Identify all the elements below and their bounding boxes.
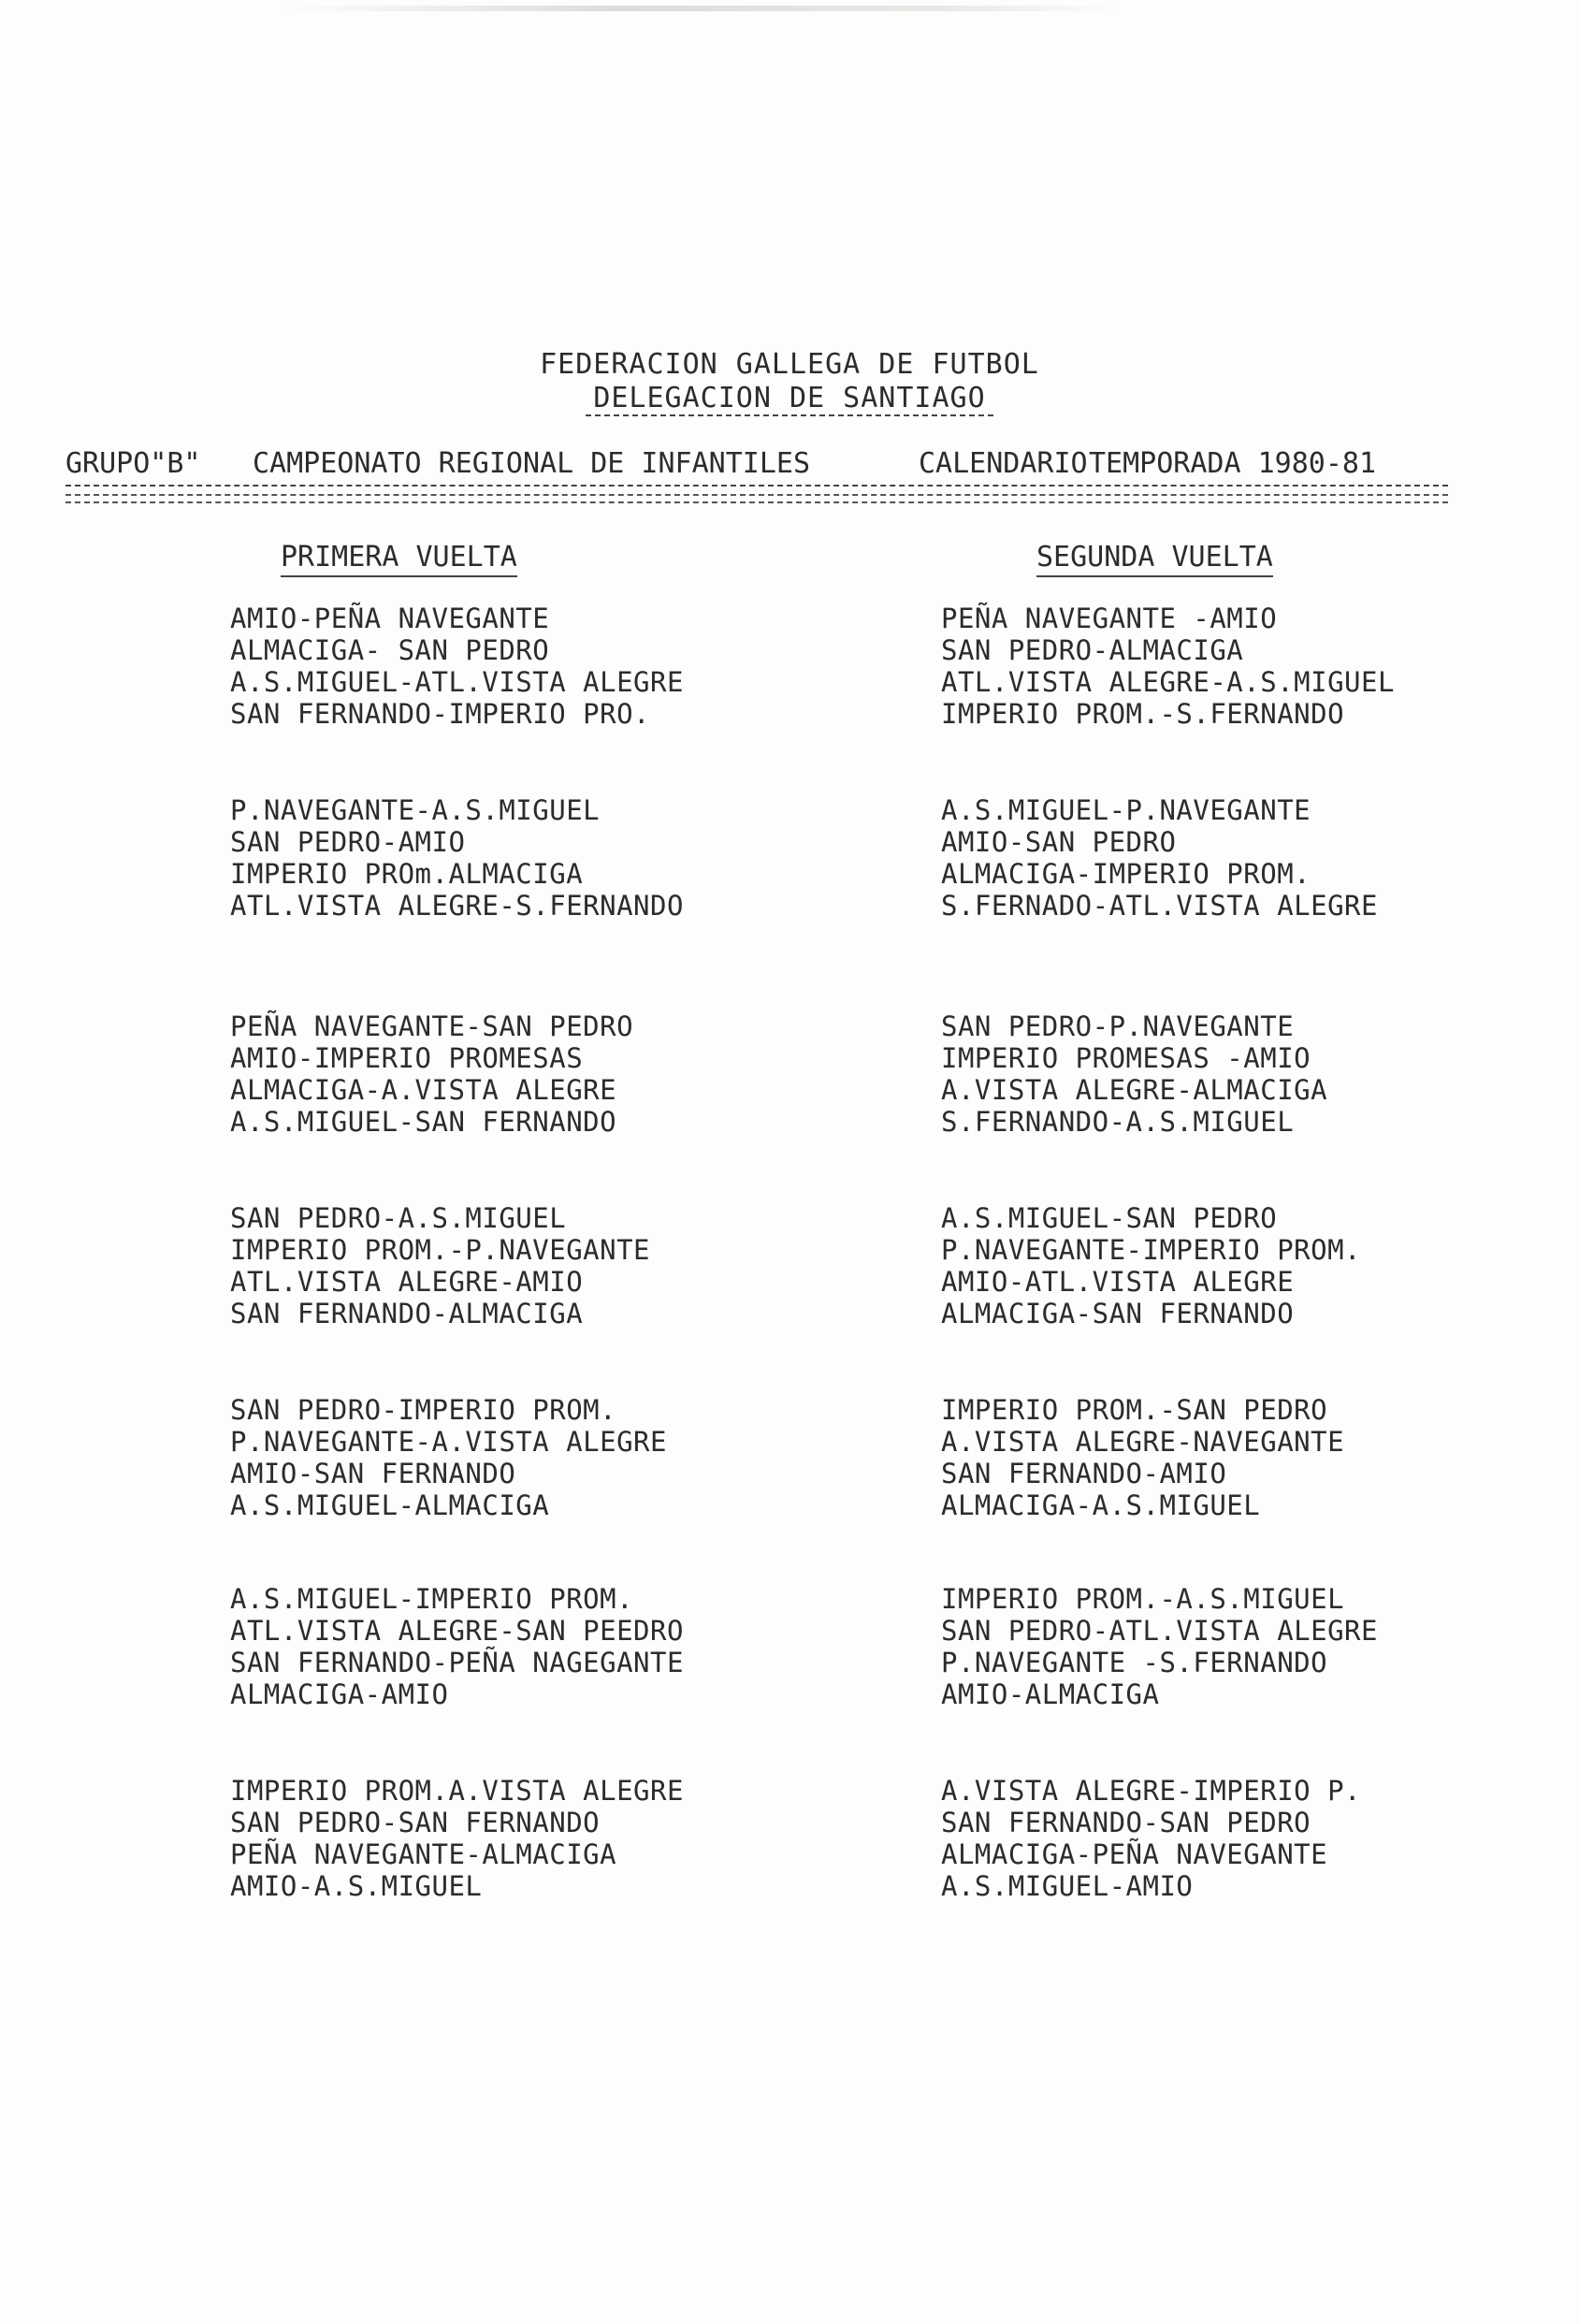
matchday-3-second-leg	[941, 1010, 1521, 1138]
fixture: P.NAVEGANTE-IMPERIO PROM.	[941, 1234, 1361, 1266]
fixture: SAN FERNANDO-PEÑA NAGEGANTE	[230, 1647, 684, 1678]
delegation-subtitle	[0, 382, 1579, 414]
first-round-heading: PRIMERA VUELTA	[281, 541, 517, 577]
fixture: ATL.VISTA ALEGRE-SAN PEEDRO	[230, 1615, 684, 1647]
fixture: A.S.MIGUEL-SAN PEDRO	[941, 1202, 1278, 1234]
fixture: ATL.VISTA ALEGRE-S.FERNANDO	[230, 890, 684, 922]
matchday-3-first-leg	[230, 1010, 810, 1138]
fixture: PEÑA NAVEGANTE-SAN PEDRO	[230, 1010, 634, 1042]
fixture: PEÑA NAVEGANTE -AMIO	[941, 603, 1278, 634]
matchday-4-second-leg	[941, 1202, 1521, 1329]
fixture: A.VISTA ALEGRE-ALMACIGA	[941, 1074, 1328, 1106]
fixture: SAN FERNANDO-IMPERIO PRO.	[230, 698, 650, 730]
fixture: ALMACIGA-A.VISTA ALEGRE	[230, 1074, 617, 1106]
fixture: ALMACIGA-IMPERIO PROM.	[941, 858, 1311, 890]
fixture: AMIO-A.S.MIGUEL	[230, 1870, 483, 1902]
fixture: IMPERIO PROM.-A.S.MIGUEL	[941, 1583, 1345, 1615]
fixture: ALMACIGA-AMIO	[230, 1678, 449, 1710]
matchday-1-first-leg	[230, 603, 810, 730]
fixture: ALMACIGA-A.S.MIGUEL	[941, 1489, 1261, 1521]
fixture: A.VISTA ALEGRE-IMPERIO P.	[941, 1775, 1361, 1807]
fixture: A.S.MIGUEL-P.NAVEGANTE	[941, 794, 1311, 826]
fixture: IMPERIO PROM.A.VISTA ALEGRE	[230, 1775, 684, 1807]
fixture: SAN PEDRO-IMPERIO PROM.	[230, 1394, 617, 1426]
title-row	[65, 447, 1448, 487]
matchday-2-first-leg	[230, 794, 810, 922]
fixture: ALMACIGA-SAN FERNANDO	[941, 1298, 1295, 1329]
fixture: SAN FERNANDO-SAN PEDRO	[941, 1807, 1311, 1838]
fixture: AMIO-ALMACIGA	[941, 1678, 1160, 1710]
fixture: IMPERIO PROM.-SAN PEDRO	[941, 1394, 1328, 1426]
fixture: SAN PEDRO-AMIO	[230, 826, 466, 858]
fixture: ATL.VISTA ALEGRE-A.S.MIGUEL	[941, 666, 1395, 698]
fixture: SAN FERNANDO-ALMACIGA	[230, 1298, 584, 1329]
fixture: AMIO-SAN PEDRO	[941, 826, 1177, 858]
fixture: SAN PEDRO-SAN FERNANDO	[230, 1807, 601, 1838]
fixture: P.NAVEGANTE-A.VISTA ALEGRE	[230, 1426, 667, 1458]
matchday-6-first-leg	[230, 1583, 810, 1710]
fixture: ATL.VISTA ALEGRE-AMIO	[230, 1266, 584, 1298]
matchday-2-second-leg	[941, 794, 1521, 922]
fixture: SAN FERNANDO-AMIO	[941, 1458, 1227, 1489]
season-label: TEMPORADA 1980-81	[1089, 447, 1377, 480]
fixture: SAN PEDRO-A.S.MIGUEL	[230, 1202, 567, 1234]
federation-title: FEDERACION GALLEGA DE FUTBOL	[540, 348, 1039, 381]
fixture: AMIO-SAN FERNANDO	[230, 1458, 516, 1489]
divider-rule	[65, 501, 1448, 503]
group-label: GRUPO"B"	[65, 447, 201, 480]
fixture: S.FERNADO-ATL.VISTA ALEGRE	[941, 890, 1378, 922]
matchday-7-first-leg	[230, 1775, 810, 1902]
fixture: IMPERIO PROM.-S.FERNANDO	[941, 698, 1345, 730]
matchday-7-second-leg	[941, 1775, 1521, 1902]
fixture: A.S.MIGUEL-ALMACIGA	[230, 1489, 550, 1521]
fixture: AMIO-IMPERIO PROMESAS	[230, 1042, 584, 1074]
fixture: P.NAVEGANTE-A.S.MIGUEL	[230, 794, 601, 826]
delegation-subtitle-text: DELEGACION DE SANTIAGO	[586, 382, 992, 416]
fixture: SAN PEDRO-ALMACIGA	[941, 634, 1244, 666]
fixture: A.S.MIGUEL-AMIO	[941, 1870, 1194, 1902]
matchday-6-second-leg	[941, 1583, 1521, 1710]
second-round-heading: SEGUNDA VUELTA	[1036, 541, 1273, 577]
fixture: IMPERIO PROMESAS -AMIO	[941, 1042, 1311, 1074]
matchday-5-second-leg	[941, 1394, 1521, 1521]
championship-label: CAMPEONATO REGIONAL DE INFANTILES	[253, 447, 811, 480]
fixture: A.S.MIGUEL-IMPERIO PROM.	[230, 1583, 634, 1615]
fixture: SAN PEDRO-P.NAVEGANTE	[941, 1010, 1295, 1042]
divider-rule	[65, 494, 1448, 496]
calendar-label: CALENDARIO	[919, 447, 1088, 480]
matchday-1-second-leg	[941, 603, 1521, 730]
matchday-5-first-leg	[230, 1394, 810, 1521]
scan-smudge	[281, 6, 1123, 11]
fixture: SAN PEDRO-ATL.VISTA ALEGRE	[941, 1615, 1378, 1647]
fixture: S.FERNANDO-A.S.MIGUEL	[941, 1106, 1295, 1138]
fixture: IMPERIO PROM.-P.NAVEGANTE	[230, 1234, 650, 1266]
fixture: P.NAVEGANTE -S.FERNANDO	[941, 1647, 1328, 1678]
fixture: AMIO-PEÑA NAVEGANTE	[230, 603, 550, 634]
matchday-4-first-leg	[230, 1202, 810, 1329]
fixture: A.S.MIGUEL-ATL.VISTA ALEGRE	[230, 666, 684, 698]
fixture: A.S.MIGUEL-SAN FERNANDO	[230, 1106, 617, 1138]
fixture: PEÑA NAVEGANTE-ALMACIGA	[230, 1838, 617, 1870]
fixture: A.VISTA ALEGRE-NAVEGANTE	[941, 1426, 1345, 1458]
fixture: ALMACIGA- SAN PEDRO	[230, 634, 550, 666]
fixture: IMPERIO PROm.ALMACIGA	[230, 858, 584, 890]
fixture: ALMACIGA-PEÑA NAVEGANTE	[941, 1838, 1328, 1870]
fixture: AMIO-ATL.VISTA ALEGRE	[941, 1266, 1295, 1298]
